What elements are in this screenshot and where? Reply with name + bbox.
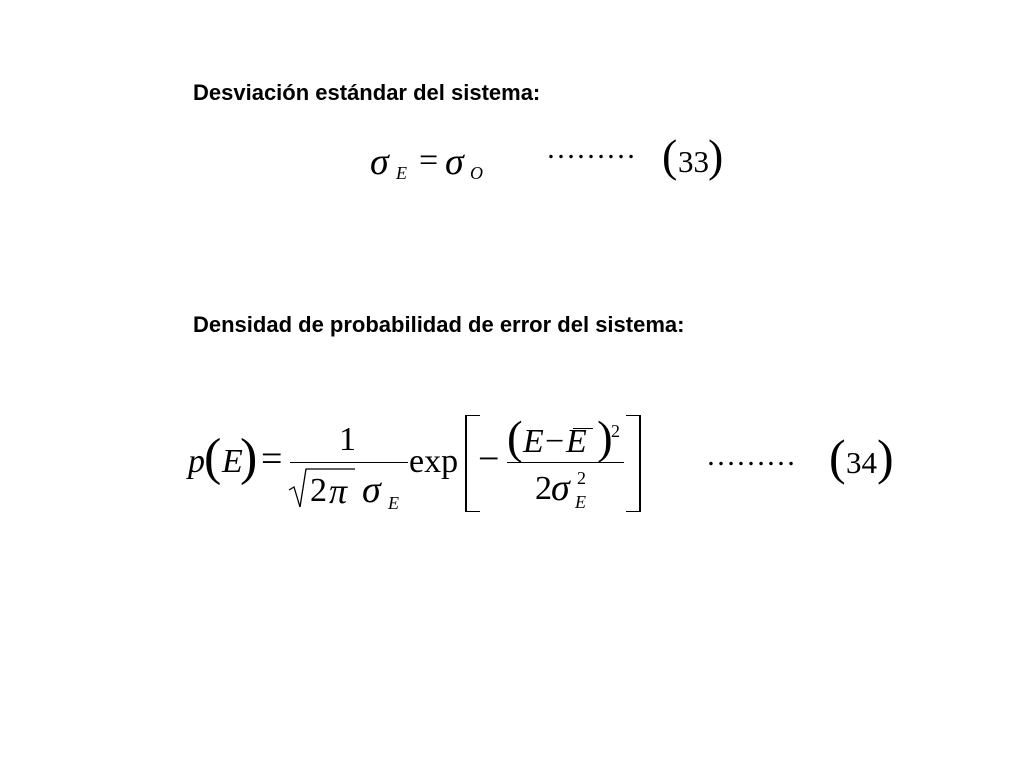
eq34-lhs-open-paren: (	[204, 429, 222, 486]
eq34-coefficient-fraction-bar	[290, 462, 408, 463]
eq33-lhs-subscript: E	[396, 163, 407, 183]
eq33-rhs-subscript: O	[470, 163, 483, 183]
eq33-label-number: 33	[678, 144, 709, 179]
eq33-lhs-sigma: σ	[370, 141, 389, 183]
eq34-num-close-paren: )	[597, 412, 613, 464]
eq34-num-minus: −	[545, 423, 565, 460]
eq33-leader-dots: ………	[546, 132, 636, 165]
eq34-den-factor: 2	[535, 470, 552, 507]
eq33-label-close-paren: )	[708, 130, 724, 181]
heading-error-density: Densidad de probabilidad de error del sistema:	[193, 312, 685, 337]
equation-33	[360, 130, 730, 190]
eq34-lhs-close-paren: )	[240, 429, 258, 486]
eq33-label-open-paren: (	[662, 130, 678, 181]
eq34-root-factor: 2	[310, 472, 327, 509]
heading-standard-deviation: Desviación estándar del sistema:	[193, 80, 541, 105]
eq33-equals-sign: =	[419, 142, 439, 179]
eq34-leader-dots: ………	[706, 439, 796, 472]
eq34-coefficient-numerator: 1	[339, 421, 356, 458]
eq34-equals-sign: =	[261, 438, 283, 480]
eq34-exponent-fraction-bar	[507, 462, 624, 463]
eq34-label-close-paren: )	[877, 429, 894, 485]
equation-34	[180, 405, 900, 520]
eq34-label-number: 34	[846, 445, 877, 480]
eq34-label-open-paren: (	[829, 429, 846, 485]
eq34-num-open-paren: (	[507, 412, 523, 464]
eq34-function-p: p	[188, 443, 205, 480]
eq34-exponent-minus: −	[478, 438, 500, 480]
eq34-mean-overline	[573, 428, 593, 429]
eq34-coefficient-sigma-subscript: E	[388, 493, 399, 513]
eq34-den-sigma: σ	[551, 467, 570, 509]
eq34-den-subscript: E	[575, 492, 586, 512]
eq34-lhs-argument: E	[222, 443, 243, 480]
eq34-exp: exp	[409, 443, 459, 480]
eq34-num-mean: E	[566, 423, 587, 460]
eq34-num-variable: E	[523, 423, 544, 460]
eq34-den-power: 2	[577, 468, 586, 488]
eq34-root-pi: π	[329, 471, 348, 511]
eq33-rhs-sigma: σ	[445, 141, 464, 183]
eq34-coefficient-sigma: σ	[362, 469, 381, 511]
eq34-close-bracket	[626, 415, 641, 512]
eq34-num-power: 2	[611, 421, 620, 441]
